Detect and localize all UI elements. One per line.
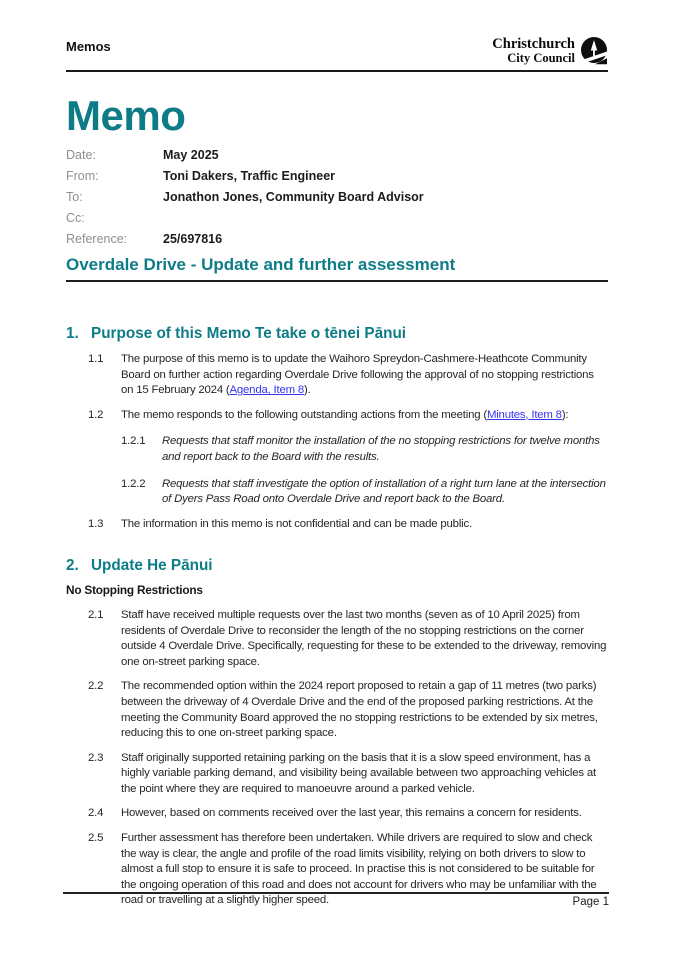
item-text: Staff originally supported retaining parking on the basis that it is a slow speed environment, has a highly variable parking demand, and visibility being available between two approaching vehicles at the point where they are required to manoeuvre around a parked vehicle. xyxy=(121,751,596,795)
item-number: 1.2 xyxy=(88,408,104,421)
memo-item-1-2-2 xyxy=(66,477,608,508)
memo-item-1-3 xyxy=(66,517,608,533)
section-title: Update He Pānui xyxy=(91,557,213,575)
item-number: 2.4 xyxy=(88,807,104,820)
section-number: 2. xyxy=(66,557,79,575)
field-row-reference xyxy=(66,232,608,253)
header-divider xyxy=(66,70,608,72)
item-text: Further assessment has therefore been undertaken. While drivers are required to slow and check the way is clear, the angle and profile of the road limits visibility, relying on both drivers to slow to almost a full stop to ensure it is safe to proceed. In practise this is not considered to be suitable for the ongoing operation of this road and does not account for drivers who may be unfamiliar with the road or travelling at a slightly higher speed. xyxy=(121,832,597,907)
field-label: Cc: xyxy=(66,211,85,225)
memo-item-2-3 xyxy=(66,751,608,798)
item-text: Staff have received multiple requests over the last two months (seven as of 10 April 2025) from residents of Overdale Drive to reconsider the length of the no stopping restrictions on the corner outside 4 Overdale Drive. Specifically, requesting for these to be extended to the driveway, removing one on-street parking space. xyxy=(121,608,607,668)
ccc-logo xyxy=(492,37,608,65)
section-subheading: No Stopping Restrictions xyxy=(66,583,203,598)
field-label: To: xyxy=(66,190,83,204)
memo-item-1-2-1 xyxy=(66,434,608,465)
link-minutes-item-8[interactable]: Minutes, Item 8 xyxy=(486,408,562,421)
item-number: 2.5 xyxy=(88,832,104,845)
item-text: The information in this memo is not confidential and can be made public. xyxy=(121,517,472,530)
field-row-cc xyxy=(66,211,608,232)
item-number: 1.3 xyxy=(88,517,104,530)
item-text: However, based on comments received over the last year, this remains a concern for residents. xyxy=(121,807,582,820)
logo-line2: City Council xyxy=(507,51,575,66)
item-text: The memo responds to the following outstanding actions from the meeting (Minutes, Item 8): xyxy=(121,408,569,421)
field-row-date xyxy=(66,148,608,169)
memo-item-2-2 xyxy=(66,679,608,741)
section-heading-1 xyxy=(66,324,608,343)
item-text: Requests that staff investigate the option of installation of a right turn lane at the intersection of Dyers Pass Road onto Overdale Drive and report back to the Board. xyxy=(162,477,606,506)
field-label: From: xyxy=(66,169,99,183)
item-number: 1.2.1 xyxy=(121,435,146,448)
item-number: 2.3 xyxy=(88,751,104,764)
field-value: Jonathon Jones, Community Board Advisor xyxy=(163,190,424,204)
memo-subject: Overdale Drive - Update and further assessment xyxy=(66,254,608,282)
sections xyxy=(66,324,608,909)
field-label: Reference: xyxy=(66,232,128,246)
field-label: Date: xyxy=(66,148,96,162)
field-row-to xyxy=(66,190,608,211)
item-text: The recommended option within the 2024 report proposed to retain a gap of 11 metres (two parks) between the driveway of 4 Overdale Drive and the end of the proposed parking restrictions. At the meeting the Community Board approved the no stopping restrictions to be extended by six metres, reducing this to one on-street parking space. xyxy=(121,680,598,740)
field-value: Toni Dakers, Traffic Engineer xyxy=(163,169,336,183)
item-number: 1.1 xyxy=(88,353,104,365)
link-agenda-item-8[interactable]: Agenda, Item 8 xyxy=(229,384,304,397)
memo-item-2-4 xyxy=(66,806,608,822)
item-number: 1.2.2 xyxy=(121,477,146,490)
memo-fields xyxy=(66,148,608,253)
item-text: Requests that staff monitor the installation of the no stopping restrictions for twelve months and report back to the Board with the results. xyxy=(162,435,600,463)
section-heading-2 xyxy=(66,556,608,575)
section-number: 1. xyxy=(66,325,79,342)
ccc-logo-text xyxy=(492,37,575,65)
header-doc-type: Memos xyxy=(66,39,111,54)
logo-line1: Christchurch xyxy=(492,36,575,52)
field-row-from xyxy=(66,169,608,190)
page-header xyxy=(66,0,608,70)
item-number: 2.1 xyxy=(88,608,104,621)
memo-item-1-1 xyxy=(66,352,608,399)
ccc-crest-icon xyxy=(580,37,608,65)
item-text: The purpose of this memo is to update the Waihoro Spreydon-Cashmere-Heathcote Community Board on further action regarding Overdale Drive following the approval of no stopping restrictions on 15 February 2024 (Agenda, Item 8). xyxy=(121,353,594,397)
item-number: 2.2 xyxy=(88,680,104,693)
field-value: 25/697816 xyxy=(163,232,223,246)
memo-title: Memo xyxy=(66,92,186,139)
page-footer xyxy=(63,892,609,908)
memo-item-1-2 xyxy=(66,408,608,424)
page-number: Page 1 xyxy=(572,896,609,908)
memo-item-2-1 xyxy=(66,608,608,670)
field-value: May 2025 xyxy=(163,148,219,162)
section-title: Purpose of this Memo Te take o tēnei Pānui xyxy=(91,325,407,342)
